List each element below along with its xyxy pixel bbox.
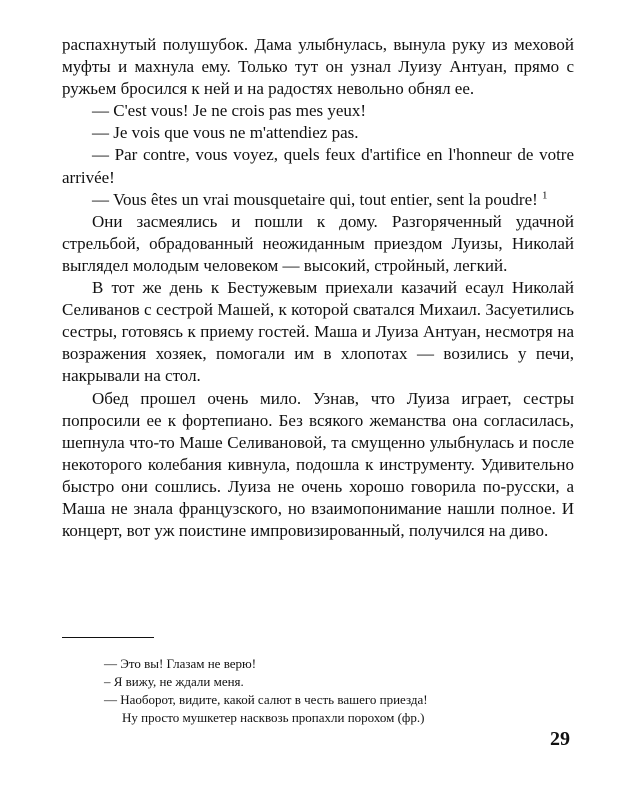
footnote-line: — Наоборот, видите, какой салют в честь вашего приезда! xyxy=(104,692,428,707)
footnote-line: – Я вижу, не ждали меня. xyxy=(104,674,244,689)
main-text xyxy=(62,34,574,542)
dialogue-line-4 xyxy=(62,189,574,211)
paragraph-dinner: Обед прошел очень мило. Узнав, что Луиза играет, сестры попросили ее к фортепиано. Без всякого жеманства она согласилась, шепнула что-то Маше Селивановой, та смущенно улыбнулась и после некоторого колебания кивнула, подошла к инструменту. Удивительно быстро они сошлись. Луиза не очень хорошо говорила по-русски, а Маша не знала французского, но взаимопонимание нашли полное. И концерт, вот уж поистине импровизированный, получился на диво. xyxy=(62,388,574,541)
paragraph-continuation: распахнутый полушубок. Дама улыбнулась, вынула руку из меховой муфты и махнула ему. Только тут он узнал Луизу Антуан, прямо с ружьем бросился к ней и на радостях невольно обнял ее. xyxy=(62,35,574,99)
dialogue-line-2: — Je vois que vous ne m'attendiez pas. xyxy=(92,123,359,143)
footnote-divider xyxy=(62,637,154,638)
page-number: 29 xyxy=(550,728,570,750)
dialogue-line-3: — Par contre, vous voyez, quels feux d'artifice en l'honneur de votre arrivée! xyxy=(62,145,574,187)
dialogue-line-4-text: — Vous êtes un vrai mousquetaire qui, tout entier, sent la poudre! xyxy=(92,189,538,209)
paragraph-guests: В тот же день к Бестужевым приехали казачий есаул Николай Селиванов с сестрой Машей, к которой сватался Михаил. Засуетились сестры, готовясь к приему гостей. Маша и Луиза Антуан, несмотря на возражения хозяек, помогали им в хлопотах — возились у печи, накрывали на стол. xyxy=(62,278,574,386)
footnotes xyxy=(104,655,574,727)
paragraph-return-home: Они засмеялись и пошли к дому. Разгоряченный удачной стрельбой, обрадованный неожиданным приездом Луизы, Николай выглядел молодым человеком — высокий, стройный, легкий. xyxy=(62,211,574,275)
dialogue-line-1: — C'est vous! Je ne crois pas mes yeux! xyxy=(92,101,367,121)
footnote-line: Ну просто мушкетер насквозь пропахли порохом (фр.) xyxy=(122,710,425,725)
footnote-marker: 1 xyxy=(542,189,548,201)
footnote-line: — Это вы! Глазам не верю! xyxy=(104,656,257,671)
